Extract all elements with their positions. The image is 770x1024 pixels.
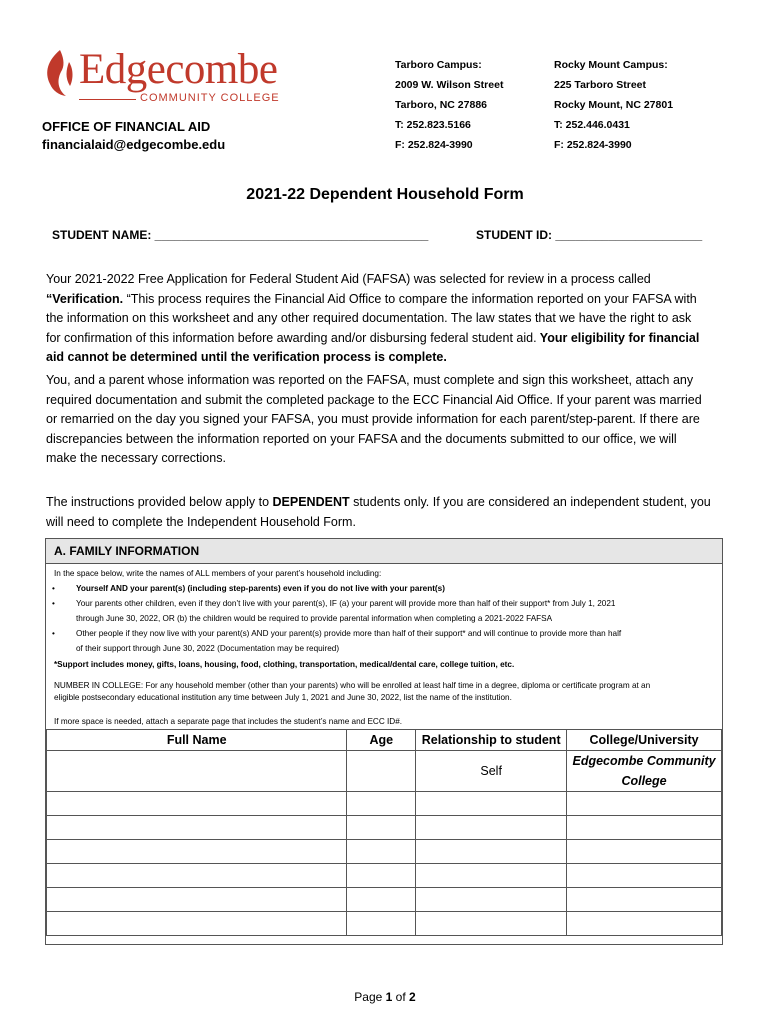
support-note: *Support includes money, gifts, loans, housing, food, clothing, transportation, medical/dental care, college tuition, etc.	[54, 660, 515, 669]
cell-college[interactable]	[567, 888, 722, 912]
flame-icon	[42, 48, 76, 98]
form-title: 2021-22 Dependent Household Form	[246, 186, 524, 203]
rocky-mount-phone: T: 252.446.0431	[554, 119, 630, 131]
cell-relationship[interactable]	[416, 888, 567, 912]
col-college: College/University	[567, 730, 722, 751]
col-relationship: Relationship to student	[416, 730, 567, 751]
family-bullet-3: Other people if they now live with your parent(s) AND your parent(s) provide more than half of their support* and will continue to provide more than half of their support through June 30, 2022 (Documentation may be required)	[76, 629, 622, 653]
cell-name[interactable]	[47, 840, 347, 864]
cell-college[interactable]	[567, 840, 722, 864]
bullet-2: •	[52, 599, 55, 608]
col-age: Age	[347, 730, 416, 751]
cell-age[interactable]	[347, 888, 416, 912]
section-title: A. FAMILY INFORMATION	[54, 544, 200, 558]
office-block	[42, 118, 225, 154]
page-footer: Page 1 of 2	[354, 990, 416, 1004]
cell-relationship[interactable]	[416, 864, 567, 888]
student-id-field[interactable]: STUDENT ID: ______________________	[476, 228, 703, 242]
cell-relationship[interactable]: Self	[416, 751, 567, 792]
cell-relationship[interactable]	[416, 840, 567, 864]
college-logo	[42, 44, 282, 112]
cell-college[interactable]	[567, 912, 722, 936]
logo-rule	[79, 99, 136, 100]
cell-name[interactable]	[47, 792, 347, 816]
family-intro: In the space below, write the names of ALL members of your parent’s household including:	[54, 569, 382, 578]
number-in-college: NUMBER IN COLLEGE: For any household member (other than your parents) who will be enrolled at least half time in a degree, diploma or certificate program at an eligible postsecondary educational institution any time between July 1, 2021 and June 30, 2022, list the name of the institution.	[54, 681, 651, 702]
intro-paragraph-1: Your 2021-2022 Free Application for Federal Student Aid (FAFSA) was selected for review in a process called “Verification. “This process requires the Financial Aid Office to compare the information reported on your FAFSA with the information on this worksheet and any other required documentation. The law states that we have the right to ask for confirmation of this information before awarding and/or disbursing federal student aid. Your eligibility for financial aid cannot be determined until the verification process is complete.	[46, 272, 700, 364]
family-bullet-1: Yourself AND your parent(s) (including step-parents) even if you do not live with your parent(s)	[76, 584, 445, 593]
office-name: OFFICE OF FINANCIAL AID	[42, 119, 211, 134]
table-row	[47, 888, 722, 912]
tarboro-street: 2009 W. Wilson Street	[395, 79, 504, 91]
table-row	[47, 912, 722, 936]
cell-age[interactable]	[347, 792, 416, 816]
cell-name[interactable]	[47, 751, 347, 792]
more-space-note: If more space is needed, attach a separate page that includes the student’s name and ECC ID#.	[54, 717, 403, 726]
rocky-mount-fax: F: 252.824-3990	[554, 139, 632, 151]
col-full-name: Full Name	[47, 730, 347, 751]
cell-college[interactable]	[567, 792, 722, 816]
tarboro-city: Tarboro, NC 27886	[395, 99, 488, 111]
intro-paragraph-3: The instructions provided below apply to DEPENDENT students only. If you are considered an independent student, you will need to complete the Independent Household Form.	[46, 495, 711, 529]
student-name-field[interactable]: STUDENT NAME: _________________________________________	[52, 228, 429, 242]
logo-subtitle: COMMUNITY COLLEGE	[140, 92, 280, 104]
cell-relationship[interactable]	[416, 912, 567, 936]
office-email: financialaid@edgecombe.edu	[42, 137, 226, 152]
tarboro-title: Tarboro Campus:	[395, 59, 482, 71]
cell-name[interactable]	[47, 864, 347, 888]
table-header-row	[47, 730, 722, 751]
bullet-3: •	[52, 629, 55, 638]
rocky-mount-title: Rocky Mount Campus:	[554, 59, 668, 71]
rocky-mount-city: Rocky Mount, NC 27801	[554, 99, 674, 111]
cell-age[interactable]	[347, 840, 416, 864]
bullet-1: •	[52, 584, 55, 593]
family-bullet-2: Your parents other children, even if they don’t live with your parent(s), IF (a) your parent will provide more than half of their support* from July 1, 2021 through June 30, 2022, OR (b) the children would be required to provide parental information when completing a 2021-2022 FAFSA	[76, 599, 616, 623]
cell-age[interactable]	[347, 751, 416, 792]
cell-age[interactable]	[347, 816, 416, 840]
cell-college[interactable]	[567, 864, 722, 888]
table-row	[47, 816, 722, 840]
table-row	[47, 792, 722, 816]
logo-wordmark: Edgecombe	[79, 46, 278, 93]
household-table	[46, 729, 722, 936]
tarboro-fax: F: 252.824-3990	[395, 139, 473, 151]
cell-college[interactable]	[567, 816, 722, 840]
cell-name[interactable]	[47, 912, 347, 936]
intro-paragraph-2: You, and a parent whose information was reported on the FAFSA, must complete and sign this worksheet, attach any required documentation and submit the completed package to the ECC Financial Aid Office. If your parent was married or remarried on the day you signed your FAFSA, you must provide information for each parent/step-parent. If there are discrepancies between the information reported on your FAFSA and the documents submitted to our office, we will make the necessary corrections.	[46, 373, 702, 465]
cell-college[interactable]: Edgecombe Community College	[567, 751, 722, 792]
family-information-section	[45, 538, 723, 945]
cell-age[interactable]	[347, 912, 416, 936]
cell-relationship[interactable]	[416, 792, 567, 816]
rocky-mount-street: 225 Tarboro Street	[554, 79, 647, 91]
table-row	[47, 840, 722, 864]
tarboro-phone: T: 252.823.5166	[395, 119, 471, 131]
cell-name[interactable]	[47, 888, 347, 912]
table-row	[47, 751, 722, 792]
section-header	[46, 539, 722, 564]
cell-relationship[interactable]	[416, 816, 567, 840]
cell-name[interactable]	[47, 816, 347, 840]
cell-age[interactable]	[347, 864, 416, 888]
table-row	[47, 864, 722, 888]
